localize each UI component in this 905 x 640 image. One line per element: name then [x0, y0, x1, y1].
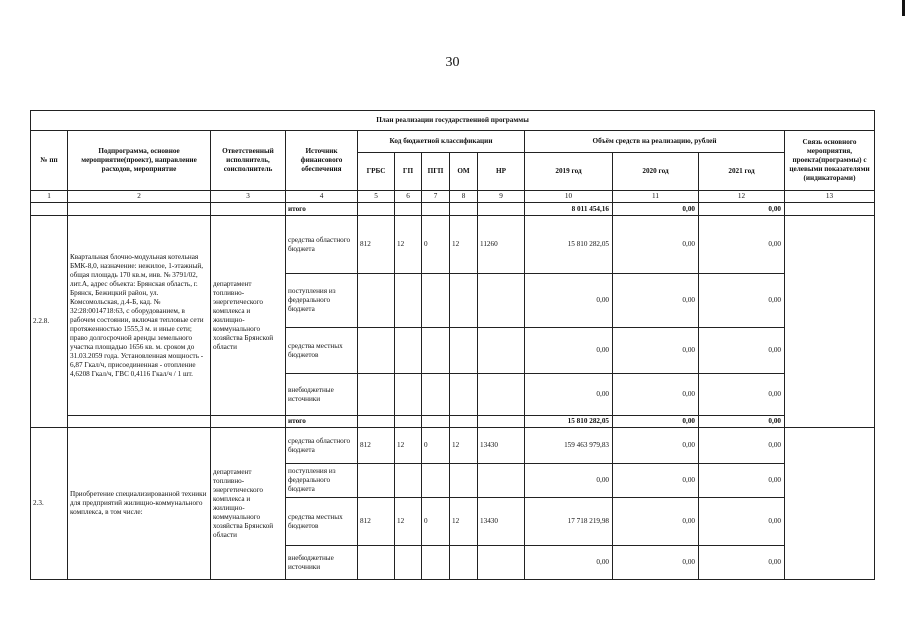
value-2020: 0,00 [613, 428, 699, 464]
om-cell [450, 464, 478, 498]
header-responsible: Ответственный исполнитель, соисполнитель [211, 131, 286, 191]
value-2019: 159 463 979,83 [525, 428, 613, 464]
gp-cell [395, 274, 422, 328]
om-cell: 12 [450, 428, 478, 464]
np-cell: 11260 [478, 216, 525, 274]
om-cell: 12 [450, 216, 478, 274]
value-2020: 0,00 [613, 374, 699, 416]
funding-source: средства областного бюджета [286, 216, 358, 274]
pgp-cell: 0 [422, 498, 450, 546]
gp-cell [395, 328, 422, 374]
value-2019: 15 810 282,05 [525, 216, 613, 274]
measure-description: Приобретение специализированной техники для предприятий жилищно-коммунального комплекса, в том числе: [68, 428, 211, 580]
col-number: 12 [699, 191, 785, 203]
pgp-cell: 0 [422, 428, 450, 464]
col-number: 4 [286, 191, 358, 203]
gp-cell [395, 464, 422, 498]
col-number: 6 [395, 191, 422, 203]
grbs-cell [358, 464, 395, 498]
gp-cell: 12 [395, 216, 422, 274]
value-2021: 0,00 [699, 428, 785, 464]
header-2019: 2019 год [525, 153, 613, 191]
responsible-executor: департамент топливно-энергетического комплекса и жилищно-коммунального хозяйства Брянской области [211, 428, 286, 580]
funding-source: внебюджетные источники [286, 374, 358, 416]
col-number: 7 [422, 191, 450, 203]
om-cell [450, 374, 478, 416]
grbs-cell: 812 [358, 498, 395, 546]
pgp-cell: 0 [422, 216, 450, 274]
header-2021: 2021 год [699, 153, 785, 191]
om-cell: 12 [450, 498, 478, 546]
col-number: 5 [358, 191, 395, 203]
table-title: План реализации государственной программы [31, 111, 875, 131]
funding-source: средства местных бюджетов [286, 498, 358, 546]
np-cell: 13430 [478, 498, 525, 546]
header-2020: 2020 год [613, 153, 699, 191]
row-number: 2.3. [31, 428, 68, 580]
total-2021: 0,00 [699, 203, 785, 216]
np-cell [478, 546, 525, 580]
gp-cell [395, 546, 422, 580]
total-2020: 0,00 [613, 416, 699, 428]
value-2020: 0,00 [613, 498, 699, 546]
col-number: 8 [450, 191, 478, 203]
value-2019: 17 718 219,98 [525, 498, 613, 546]
column-number-row [31, 191, 875, 203]
np-cell [478, 464, 525, 498]
header-om: ОМ [450, 153, 478, 191]
col-number: 2 [68, 191, 211, 203]
responsible-executor: департамент топливно-энергетического комплекса и жилищно-коммунального хозяйства Брянской области [211, 216, 286, 416]
header-gp: ГП [395, 153, 422, 191]
header-row-1 [31, 131, 875, 153]
col-number: 13 [785, 191, 875, 203]
gp-cell: 12 [395, 428, 422, 464]
value-2021: 0,00 [699, 328, 785, 374]
funding-source: поступления из федерального бюджета [286, 274, 358, 328]
total-2021: 0,00 [699, 416, 785, 428]
om-cell [450, 546, 478, 580]
value-2021: 0,00 [699, 498, 785, 546]
header-budget-code: Код бюджетной классификации [358, 131, 525, 153]
indicator-link [785, 216, 875, 428]
funding-source: средства областного бюджета [286, 428, 358, 464]
measure-description: Квартальная блочно-модульная котельная БМК-8,0, назначение: нежилое, 1-этажный, общая площадь 170 кв.м, инв. № 3791/02, лит.А, адрес объекта: Брянская область, г. Брянск, Бежицкий район, ул. Комсомольская, д.4-Б, кад. № 32:28:0014718:63, с оборудованием, в рабочем состоянии, включая тепловые сети протяженностью 1555,3 м. и иные сети; право долгосрочной аренды земельного участка площадью 1656 кв. м. сроком до 31.03.2059 года. Установленная мощность - 6,87 Гкал/ч, присоединенная - отопление 4,6208 Гкал/ч, ГВС 0,4116 Гкал/ч / 1 шт. [68, 216, 211, 416]
grbs-cell [358, 374, 395, 416]
header-num: № пп [31, 131, 68, 191]
total-2019: 15 810 282,05 [525, 416, 613, 428]
value-2019: 0,00 [525, 274, 613, 328]
np-cell [478, 274, 525, 328]
np-cell [478, 374, 525, 416]
table-title-row [31, 111, 875, 131]
table-row [31, 428, 875, 464]
funding-source: средства местных бюджетов [286, 328, 358, 374]
col-number: 11 [613, 191, 699, 203]
total-2019: 8 011 454,16 [525, 203, 613, 216]
top-total-row [31, 203, 875, 216]
value-2021: 0,00 [699, 374, 785, 416]
pgp-cell [422, 374, 450, 416]
row-number: 2.2.8. [31, 216, 68, 428]
col-number: 9 [478, 191, 525, 203]
header-link: Связь основного мероприятия, проекта(программы) с целевыми показателями (индикаторами) [785, 131, 875, 191]
value-2020: 0,00 [613, 328, 699, 374]
header-volume: Объём средств на реализацию, рублей [525, 131, 785, 153]
om-cell [450, 328, 478, 374]
value-2019: 0,00 [525, 464, 613, 498]
col-number: 10 [525, 191, 613, 203]
total-2020: 0,00 [613, 203, 699, 216]
table-row [31, 216, 875, 274]
value-2020: 0,00 [613, 216, 699, 274]
value-2021: 0,00 [699, 274, 785, 328]
value-2020: 0,00 [613, 546, 699, 580]
total-label: итого [286, 416, 358, 428]
header-source: Источник финансового обеспечения [286, 131, 358, 191]
block-total-row [31, 416, 875, 428]
grbs-cell: 812 [358, 428, 395, 464]
value-2019: 0,00 [525, 374, 613, 416]
funding-source: внебюджетные источники [286, 546, 358, 580]
value-2020: 0,00 [613, 464, 699, 498]
np-cell [478, 328, 525, 374]
gp-cell [395, 374, 422, 416]
header-subprogram: Подпрограмма, основное мероприятие(проект), направление расходов, мероприятие [68, 131, 211, 191]
pgp-cell [422, 546, 450, 580]
page-number: 30 [445, 55, 460, 70]
col-number: 3 [211, 191, 286, 203]
grbs-cell [358, 546, 395, 580]
value-2019: 0,00 [525, 546, 613, 580]
total-label: итого [286, 203, 358, 216]
col-number: 1 [31, 191, 68, 203]
om-cell [450, 274, 478, 328]
header-pgp: ПГП [422, 153, 450, 191]
program-plan-table [30, 110, 875, 580]
pgp-cell [422, 328, 450, 374]
value-2021: 0,00 [699, 216, 785, 274]
value-2021: 0,00 [699, 464, 785, 498]
funding-source: поступления из федерального бюджета [286, 464, 358, 498]
value-2019: 0,00 [525, 328, 613, 374]
value-2021: 0,00 [699, 546, 785, 580]
pgp-cell [422, 464, 450, 498]
indicator-link [785, 428, 875, 580]
grbs-cell [358, 328, 395, 374]
gp-cell: 12 [395, 498, 422, 546]
header-grbs: ГРБС [358, 153, 395, 191]
grbs-cell: 812 [358, 216, 395, 274]
pgp-cell [422, 274, 450, 328]
np-cell: 13430 [478, 428, 525, 464]
header-np: НР [478, 153, 525, 191]
value-2020: 0,00 [613, 274, 699, 328]
grbs-cell [358, 274, 395, 328]
